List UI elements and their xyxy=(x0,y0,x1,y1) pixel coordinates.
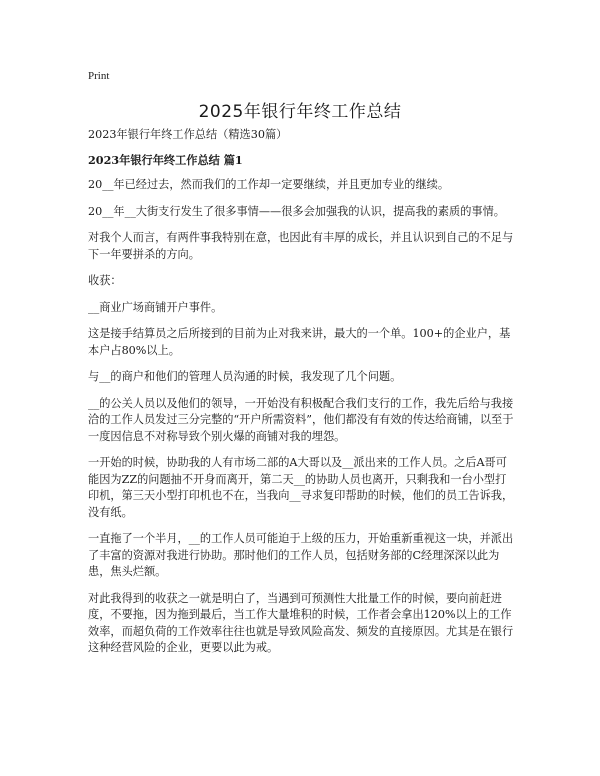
print-link[interactable]: Print xyxy=(88,70,110,82)
page-title: 2025年银行年终工作总结 xyxy=(198,102,402,122)
section-heading: 2023年银行年终工作总结 篇1 xyxy=(88,152,243,167)
paragraph: __商业广场商铺开户事件。 xyxy=(88,300,223,314)
paragraph: 一开始的时候，协助我的人有市场二部的A大哥以及__派出来的工作人员。之后A哥可能因为ZZ的问题抽不开身而离开，第二天__的协助人员也离开，只剩我和一台小型打印机，第三天小型打印机也不在，当我向__寻求复印帮助的时候，他们的员工告诉我，没有纸。 xyxy=(88,456,514,519)
paragraph: 与__的商户和他们的管理人员沟通的时候，我发现了几个问题。 xyxy=(88,370,402,383)
paragraph: 一直拖了一个半月，__的工作人员可能迫于上级的压力，开始重新重视这一块，并派出了丰富的资源对我进行协助。那时他们的工作人员，包括财务部的C经理深深以此为患，焦头烂额。 xyxy=(88,532,514,578)
document-subtitle: 2023年银行年终工作总结（精选30篇） xyxy=(88,128,288,141)
article-body xyxy=(88,127,516,667)
paragraph: 收获： xyxy=(88,274,122,287)
paragraph: 20__年已经过去，然而我们的工作却一定要继续，并且更加专业的继续。 xyxy=(88,178,450,191)
paragraph: __的公关人员以及他们的领导，一开始没有积极配合我们支行的工作，我先后给与我接洽的工作人员发过三分完整的“开户所需资料”，他们都没有有效的传达给商铺，以至于一度因信息不对称导致个别火爆的商铺对我的埋怨。 xyxy=(88,396,514,443)
paragraph: 对我个人而言，有两件事我特别在意，也因此有丰厚的成长，并且认识到自己的不足与下一年要拼杀的方向。 xyxy=(88,231,514,261)
paragraph: 对此我得到的收获之一就是明白了，当遇到可预测性大批量工作的时候，要向前赶进度，不要拖，因为拖到最后，当工作大量堆积的时候，工作者会拿出120%以上的工作效率，而超负荷的工作效率往往也就是导致风险高发、频发的直接原因。尤其是在银行这种经营风险的企业，更要以此为戒。 xyxy=(88,591,514,654)
paragraph: 这是接手结算员之后所接到的目前为止对我来讲，最大的一个单。100+的企业户，基本户占80%以上。 xyxy=(88,327,511,357)
paragraph: 20__年__大街支行发生了很多事情——很多会加强我的认识，提高我的素质的事情。 xyxy=(88,204,505,218)
